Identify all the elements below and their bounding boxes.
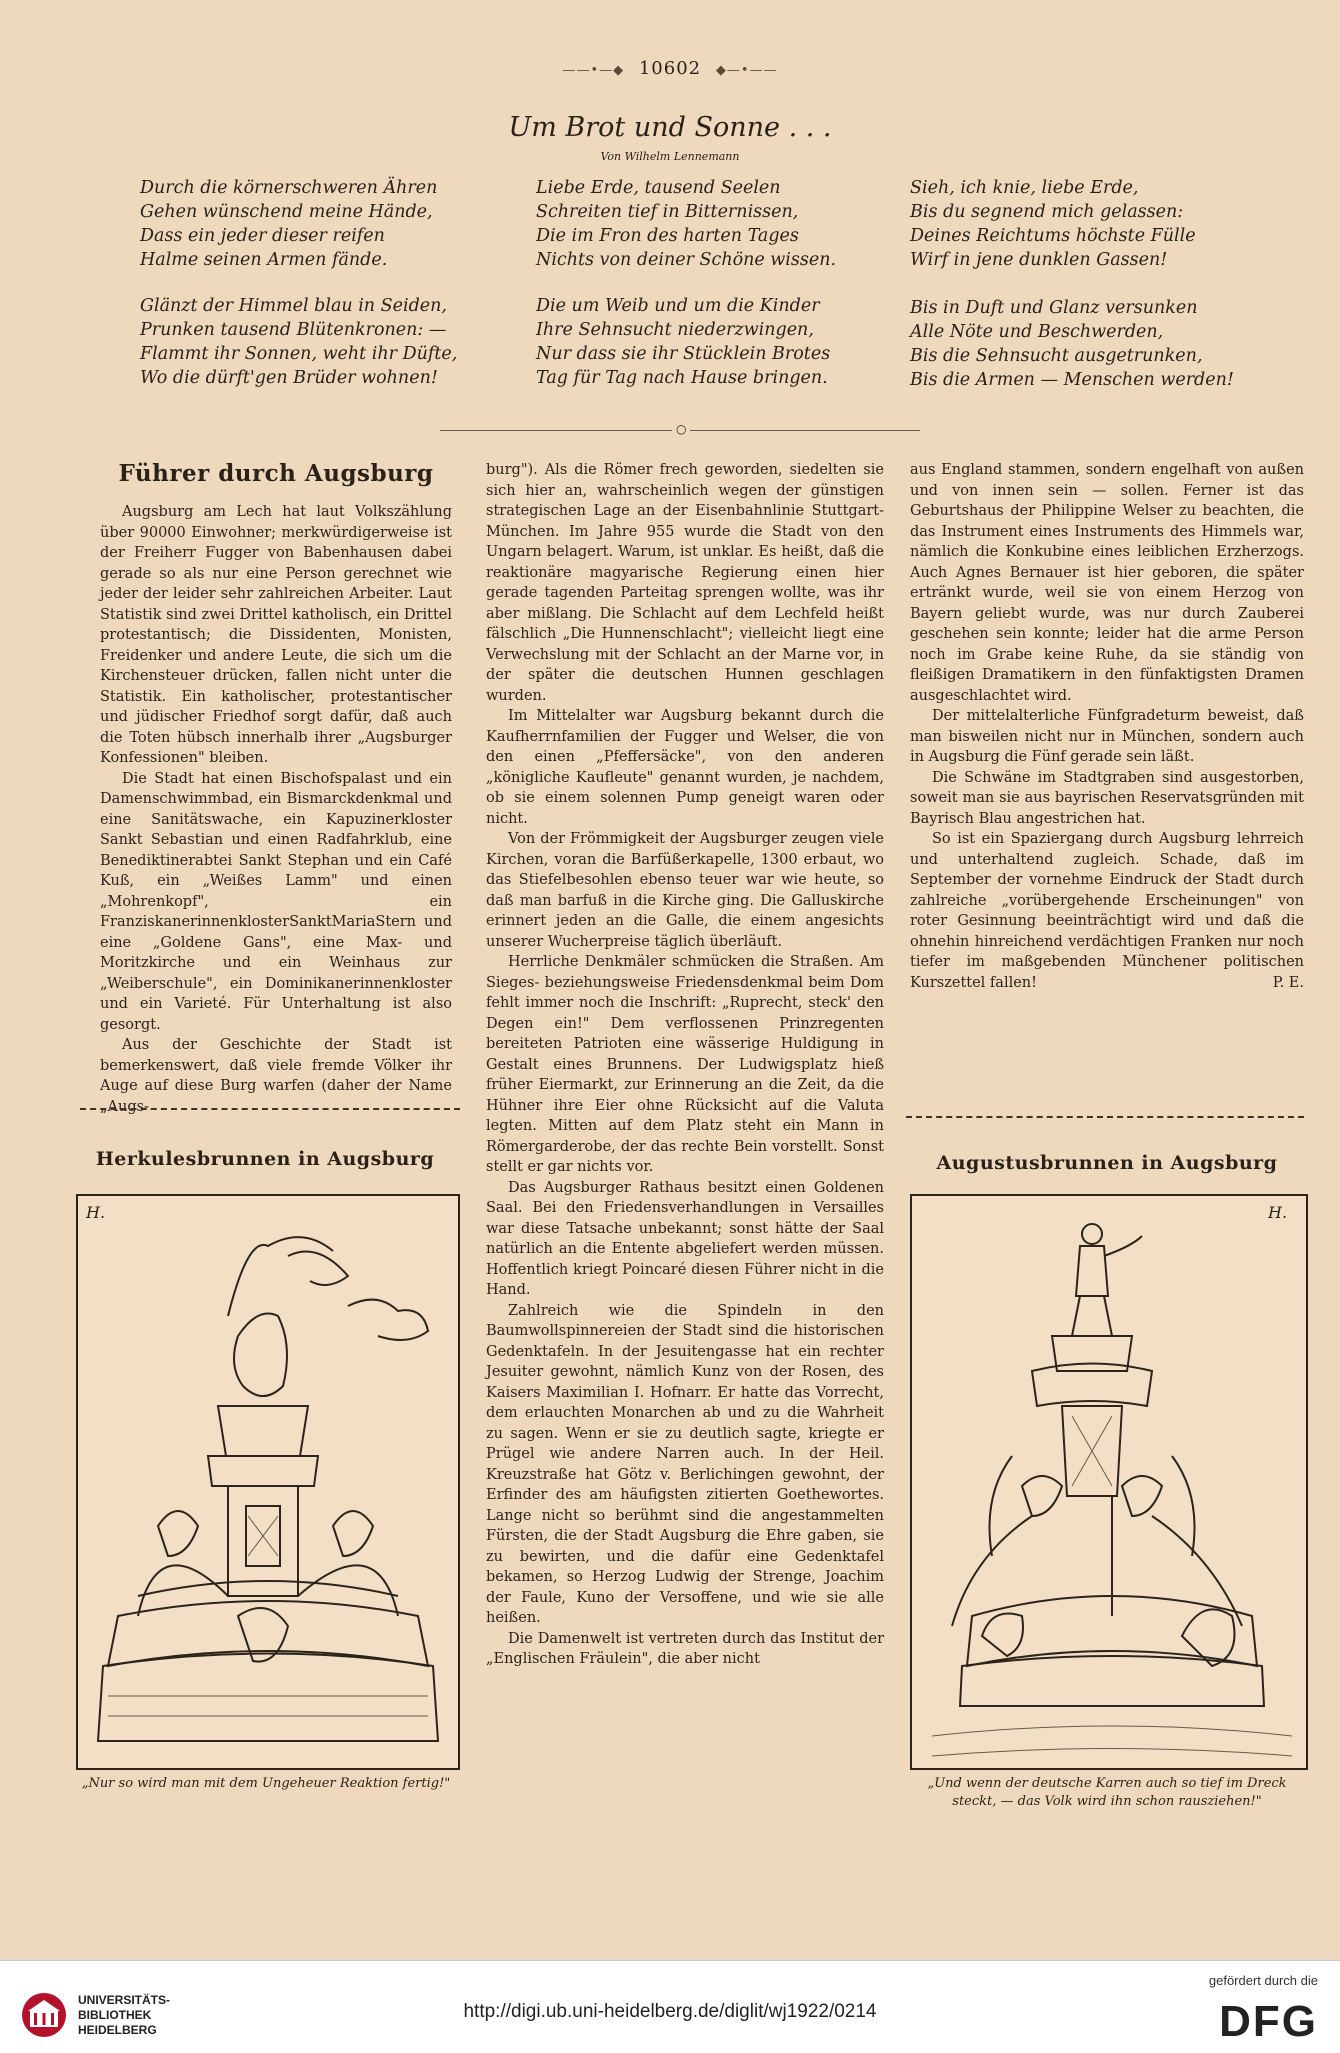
stanza-1: Durch die körnerschweren Ähren Gehen wünschend meine Hände, Dass ein jeder dieser reifen Halme seinen Armen fände. bbox=[140, 178, 438, 270]
paragraph-text: So ist ein Spaziergang durch Augsburg lehrreich und unterhaltend zugleich. Schade, daß im September der vornehme Eindruck der Stadt durch zahlreiche „vorübergehende Erscheinungen" von roter Gesinnung beeinträchtigt wird und daß die ohnehin hinreichend verdächtigen Franken nur noch tiefer im maßgebenden Münchener politischen Kurszettel fallen! bbox=[910, 831, 1304, 991]
paragraph: Herrliche Denkmäler schmücken die Straßen. Am Sieges- beziehungsweise Friedensdenkmal beim Dom fehlt immer noch die Inschrift: „Ruprecht, steck' den Degen ein!" Dem verflossenen Prinzregenten bereiteten Patrioten eine wässerige Huldigung in Gestalt eines Brunnens. Der Ludwigsplatz hieß früher Eiermarkt, zur Erinnerung an die Zeit, da die Hühner ihre Eier ohne Rücksicht auf die Valuta legten. Mitten auf dem Platz steht ein Mann in Römergarderobe, der das rechte Bein vorstellt. Sonst stellt er gar nichts vor. bbox=[486, 954, 884, 1175]
paragraph: Augsburg am Lech hat laut Volkszählung über 90000 Einwohner; merkwürdigerweise ist der Freiherr Fugger von Babenhausen dabei gerade so als nur eine Person gerechnet wie jeder der leider sehr zahlreichen Arbeiter. Laut Statistik sind zwei Drittel katholisch, ein Drittel protestantisch; die Dissidenten, Monisten, Freidenker und andere Leute, die sich um die Kirchensteuer drücken, fallen nicht unter die Statistik. Ein katholischer, protestantischer und jüdischer Friedhof sorgt dafür, daß auch die Toten hübsch innerhalb ihrer „Augsburger Konfessionen" bleiben. bbox=[100, 504, 452, 766]
divider-ornament: ○ bbox=[672, 422, 690, 436]
paragraph: Das Augsburger Rathaus besitzt einen Goldenen Saal. Bei den Friedensverhandlungen in Versailles war diese Tatsache unbekannt; sonst hätte der Saal natürlich an die Entente abgeliefert werden müssen. Hoffentlich kriegt Poincaré diesen Führer nicht in die Hand. bbox=[486, 1179, 884, 1298]
illustration-caption-hercules: „Nur so wird man mit dem Ungeheuer Reaktion fertig!" bbox=[81, 1776, 451, 1791]
institution-name: UNIVERSITÄTS- BIBLIOTHEK HEIDELBERG bbox=[78, 1992, 171, 2037]
stanza-6: Bis in Duft und Glanz versunken Alle Nöte und Beschwerden, Bis die Sehnsucht ausgetrunken, Bis die Armen — Menschen werden! bbox=[910, 298, 1234, 390]
augustus-fountain-drawing bbox=[912, 1196, 1306, 1768]
paragraph: Die Stadt hat einen Bischofspalast und ein Damenschwimmbad, ein Bismarckdenkmal und eine Sanitätswache, ein Kapuzinerkloster Sankt Sebastian und einen Radfahrklub, eine Benediktinerabtei Sankt Stephan und ein Café Kuß, ein „Weißes Lamm" und einen „Mohrenkopf", ein FranziskanerinnenklosterSanktMariaStern und eine „Goldene Gans", eine Max- und Moritzkirche und ein Weinhaus zur „Weiberschule", ein Dominikanerinnenkloster und ein Varieté. Für Unterhaltung ist also gesorgt. bbox=[100, 770, 452, 1033]
paragraph: Aus der Geschichte der Stadt ist bemerkenswert, daß viele fremde Völker ihr Auge auf diese Burg warfen (daher der Name „Augs- bbox=[100, 1037, 452, 1115]
paragraph: Im Mittelalter war Augsburg bekannt durch die Kaufherrnfamilien der Fugger und Welser, die von den einen „Pfeffersäcke", von den anderen „königliche Kaufleute" genannt wurden, je nachdem, ob sie einem solennen Pump geneigt waren oder nicht. bbox=[486, 708, 884, 827]
funding-note: gefördert durch die bbox=[1208, 1973, 1318, 1988]
illustration-hercules-fountain bbox=[76, 1194, 460, 1770]
ornament-right: ◆—•—— bbox=[715, 63, 778, 78]
stanza-5: Die um Weib und um die Kinder Ihre Sehnsucht niederzwingen, Nur dass sie ihr Stücklein Brotes Tag für Tag nach Hause bringen. bbox=[536, 296, 831, 388]
permalink-url[interactable]: http://digi.ub.uni-heidelberg.de/diglit/wj1922/0214 bbox=[463, 2001, 877, 2022]
poem-title: Um Brot und Sonne . . . bbox=[508, 112, 832, 143]
hercules-fountain-drawing bbox=[78, 1196, 458, 1768]
dfg-logo: DFG bbox=[1219, 1997, 1318, 2046]
ornament-left: ——•—◆ bbox=[562, 63, 625, 78]
paragraph: Der mittelalterliche Fünfgradeturm beweist, daß man bisweilen nicht nur in München, sondern auch in Augsburg die Fünf gerade sein läßt. bbox=[910, 708, 1304, 765]
divider-right bbox=[906, 1116, 1304, 1118]
paragraph: Von der Frömmigkeit der Augsburger zeugen viele Kirchen, voran die Barfüßerkapelle, 1300 erbaut, wo das Stiefelbesohlen ebenso teuer war wie heute, so daß man barfuß in die Kirche ging. Die Galluskirche erinnert jeden an die Galle, die einem angesichts unserer Wucherpreise täglich überläuft. bbox=[486, 831, 884, 950]
paragraph: Die Damenwelt ist vertreten durch das Institut der „Englischen Fräulein", die aber nicht bbox=[486, 1630, 884, 1667]
article-column-2 bbox=[486, 460, 884, 1670]
paragraph: Zahlreich wie die Spindeln in den Baumwollspinnereien der Stadt sind die historischen Gedenktafeln. In der Jesuitengasse hat ein rechter Jesuiter gewohnt, nämlich Kunz von der Rosen, des Kaisers Maximilian I. Hofnarr. Er hatte das Vorrecht, dem erlauchten Monarchen ab und zu die Wahrheit zu sagen. Wenn er sie zu deutlich sagte, kriegte er Prügel wie andere Narren auch. In der Heil. Kreuzstraße hat Götz v. Berlichingen gewohnt, der Erfinder des am häufigsten zitierten Goethewortes. Lange nicht so berühmt sind die angestammelten Fürsten, die der Stadt Augsburg die Ehre gaben, sie zu bewirten, und die dafür eine Gedenktafel bekamen, so Herzog Ludwig der Strenge, Joachim der Faule, Kuno der Versoffene, und wie sie alle heißen. bbox=[486, 1302, 884, 1626]
illustration-caption-augustus: „Und wenn der deutsche Karren auch so tief im Dreck steckt, — das Volk wird ihn schon rausziehen!" bbox=[927, 1776, 1287, 1809]
monogram: H. bbox=[1268, 1203, 1288, 1222]
page-number: ——•—◆ 10602 ◆—•—— bbox=[562, 58, 778, 79]
poem-author: Von Wilhelm Lennemann bbox=[600, 150, 740, 163]
monogram: H. bbox=[86, 1203, 106, 1222]
poem-divider bbox=[440, 422, 920, 436]
paragraph bbox=[910, 829, 1304, 993]
paragraph: Die Schwäne im Stadtgraben sind ausgestorben, soweit man sie aus bayrischen Reservatsgründen mit Bayrisch Blau angestrichen hat. bbox=[910, 769, 1304, 827]
paragraph: burg"). Als die Römer frech geworden, siedelten sie sich hier an, wahrscheinlich wegen der günstigen strategischen Lage an der Eisenbahnlinie Stuttgart-München. Im Jahre 955 wurde die Stadt von den Ungarn belagert. Warum, ist unklar. Es heißt, daß die reaktionäre magyarische Regierung einen hier gerade tagenden Parteitag sprengen wollte, was ihr aber mißlang. Die Schlacht auf dem Lechfeld heißt fälschlich „Die Hunnenschlacht"; vielleicht liegt eine Verwechslung mit der Schlacht an der Marne vor, in der später die deutschen Hunnen geschlagen wurden. bbox=[486, 462, 884, 704]
article-title: Führer durch Augsburg bbox=[118, 460, 434, 487]
paragraph: aus England stammen, sondern engelhaft von außen und von innen sein — sollen. Ferner ist das Geburtshaus der Philippine Welser zu beachten, die das Instrument eines Instruments des Himmels war, nämlich die Konkubine eines leiblichen Erzherzogs. Auch Agnes Bernauer ist hier geboren, die später ertränkt wurde, weil sie von einem Herzog von Bayern geliebt wurde, was nur durch Zauberei geschehen sein konnte; leider hat die arme Person noch im Grabe keine Ruhe, da sie ständig von fleißigen Dramatikern in den fünfaktigsten Dramen ausgeschlachtet wird. bbox=[910, 462, 1304, 704]
stanza-4: Glänzt der Himmel blau in Seiden, Prunken tausend Blütenkronen: — Flammt ihr Sonnen, weht ihr Düfte, Wo die dürft'gen Brüder wohnen! bbox=[140, 296, 458, 388]
stanza-2: Liebe Erde, tausend Seelen Schreiten tief in Bitternissen, Die im Fron des harten Tages Nichts von deiner Schöne wissen. bbox=[536, 178, 837, 270]
article-column-3 bbox=[910, 460, 1304, 993]
illustration-augustus-fountain bbox=[910, 1194, 1308, 1770]
illustration-title-augustus: Augustusbrunnen in Augsburg bbox=[936, 1152, 1278, 1174]
stanza-3: Sieh, ich knie, liebe Erde, Bis du segnend mich gelassen: Deines Reichtums höchste Fülle Wirf in jene dunklen Gassen! bbox=[910, 178, 1196, 270]
illustration-title-hercules: Herkulesbrunnen in Augsburg bbox=[95, 1148, 435, 1170]
author-signature: P. E. bbox=[1272, 974, 1304, 991]
digitization-footer bbox=[0, 1960, 1340, 2053]
article-column-1 bbox=[100, 502, 452, 1117]
divider-left bbox=[80, 1108, 460, 1110]
